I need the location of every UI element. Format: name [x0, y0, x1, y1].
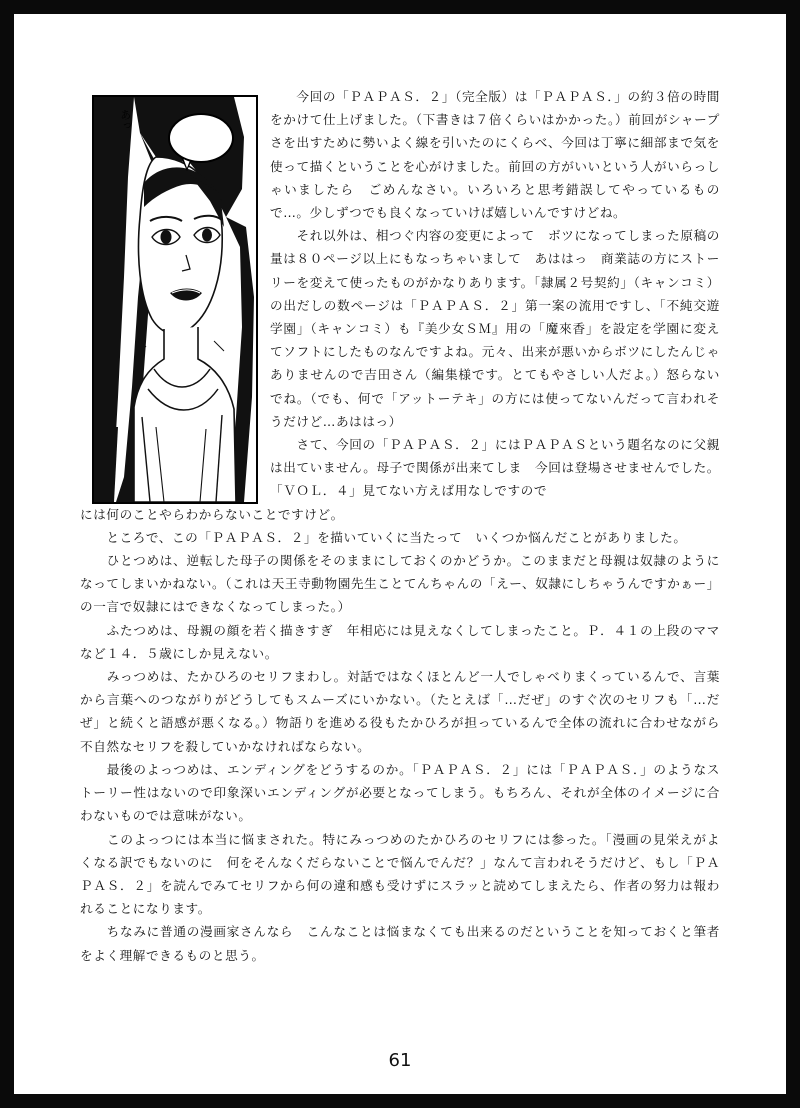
- paragraph-7: ふたつめは、母親の顔を若く描きすぎ 年相応には見えなくしてしまったこと。Ｐ．４１の上段のママなど１４．５歳にしか見えない。: [80, 622, 720, 661]
- paragraph-1: 今回の「ＰＡＰＡＳ．２」（完全版）は「ＰＡＰＡＳ．」の約３倍の時間をかけて仕上げました。（下書きは７倍くらいはかかった。）前回がシャープさを出すために勢いよく線を引いたのにくらべ、今回は丁寧に細部まで気を使って描くということを心がけました。前回の方がいいという人がいらっしゃいましたら ごめんなさい。いろいろと思考錯誤してやっているもので…。少しずつでも良くなっていけば嬉しいんですけどね。: [270, 89, 720, 221]
- paragraph-9: 最後のよっつめは、エンディングをどうするのか。「ＰＡＰＡＳ．２」には「ＰＡＰＡＳ．」のようなストーリー性はないので印象深いエンディングが必要となってしまう。もちろん、それが全体のイメージに合わないものでは意味がない。: [80, 761, 720, 824]
- paragraph-8: みっつめは、たかひろのセリフまわし。対話ではなくほとんど一人でしゃべりまくっているんで、言葉から言葉へのつながりがどうしてもスムーズにいかない。（たとえば「…だぜ」のすぐ次のセリフも「…だぜ」と続くと語感が悪くなる。）物語りを進める役もたかひろが担っているんで全体の流れに合わせながら不自然なセリフを殺していかなければならない。: [80, 669, 720, 754]
- paragraph-10: このよっつには本当に悩まされた。特にみっつめのたかひろのセリフには参った。「漫画の見栄えがよくなる訳でもないのに 何をそんなくだらないことで悩んでんだ？」なんて言われそうだけど、もし「ＰＡＰＡＳ．２」を読んでみてセリフから何の違和感も受けずにスラッと読めてしまえたら、作者の努力は報われることになります。: [80, 831, 720, 917]
- page-number: 61: [388, 1050, 412, 1071]
- paragraph-11: ちなみに普通の漫画家さんなら こんなことは悩まなくても出来るのだということを知っておくと筆者をよく理解できるものと思う。: [80, 924, 720, 963]
- paragraph-4: には何のことやらわからないことですけど。: [80, 506, 344, 522]
- paragraph-5: ところで、この「ＰＡＰＡＳ．２」を描いていくに当たって いくつか悩んだことがありました。: [80, 529, 687, 545]
- speech-bubble: [168, 113, 234, 163]
- paragraph-2: それ以外は、相つぐ内容の変更によって ボツになってしまった原稿の量は８０ページ以上にもなっちゃいまして あははっ 商業誌の方にストーリーを変えて使ったものがかなりあります。「隷属２号契約」（キャンコミ）の出だしの数ページは「ＰＡＰＡＳ．２」第一案の流用ですし、「不純交遊学園」（キャンコミ）も『美少女ＳＭ』用の「魔來香」を設定を学園に変えてソフトにしたものなんですよね。元々、出来が悪いからボツにしたんじゃありませんので吉田さん（編集様です。とてもやさしい人だよ。）怒らないでね。（でも、何で「アットーテキ」の方には使ってないんだって言われそうだけど…あははっ）: [270, 228, 720, 429]
- paragraph-3: さて、今回の「ＰＡＰＡＳ．２」にはＰＡＰＡＳという題名なのに父親は出ていません。母子で関係が出来てしま 今回は登場させませんでした。「ＶＯＬ．４」見てない方えば用なしですので: [270, 437, 720, 499]
- essay-body: [80, 85, 720, 967]
- speech-bubble-text: あっ: [118, 109, 132, 131]
- paragraph-6: ひとつめは、逆転した母子の関係をそのままにしておくのかどうか。このままだと母親は奴隷のようになってしまいかねない。（これは天王寺動物園先生ことてんちゃんの「えー、奴隷にしちゃうんですかぁー」の一言で奴隷にはできなくなってしまった。）: [80, 553, 720, 615]
- page-content: [80, 85, 720, 1071]
